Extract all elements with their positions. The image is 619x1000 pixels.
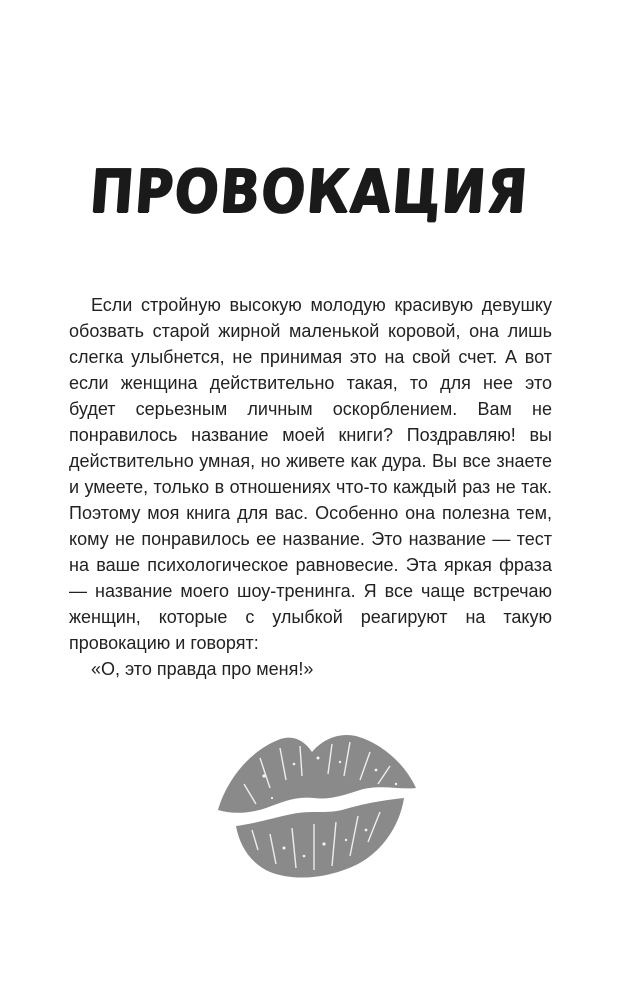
body-paragraph: Если стройную высокую молодую красивую девушку обозвать старой жирной маленькой коровой, она лишь слегка улыбнется, не принимая это на свой счет. А вот если женщина действительно такая, то для нее это будет серьезным личным оскорблением. Вам не понравилось название моей книги? Поздравляю! вы действительно умная, но живете как дура. Вы все знаете и умеете, только в отношениях что-то каждый раз не так. Поэтому моя книга для вас. Особенно она полезна тем, кому не понравилось ее название. Это название — тест на ваше психологическое равновесие. Эта яркая фраза — название моего шоу-тренинга. Я все чаще встречаю женщин, которые с улыбкой реагируют на такую провокацию и говорят: — [69, 295, 552, 653]
chapter-title: ПРОВОКАЦИЯ — [87, 157, 532, 227]
body-text — [69, 292, 552, 682]
lips-kiss-icon — [200, 718, 425, 888]
quote-line: «О, это правда про меня!» — [91, 659, 314, 679]
